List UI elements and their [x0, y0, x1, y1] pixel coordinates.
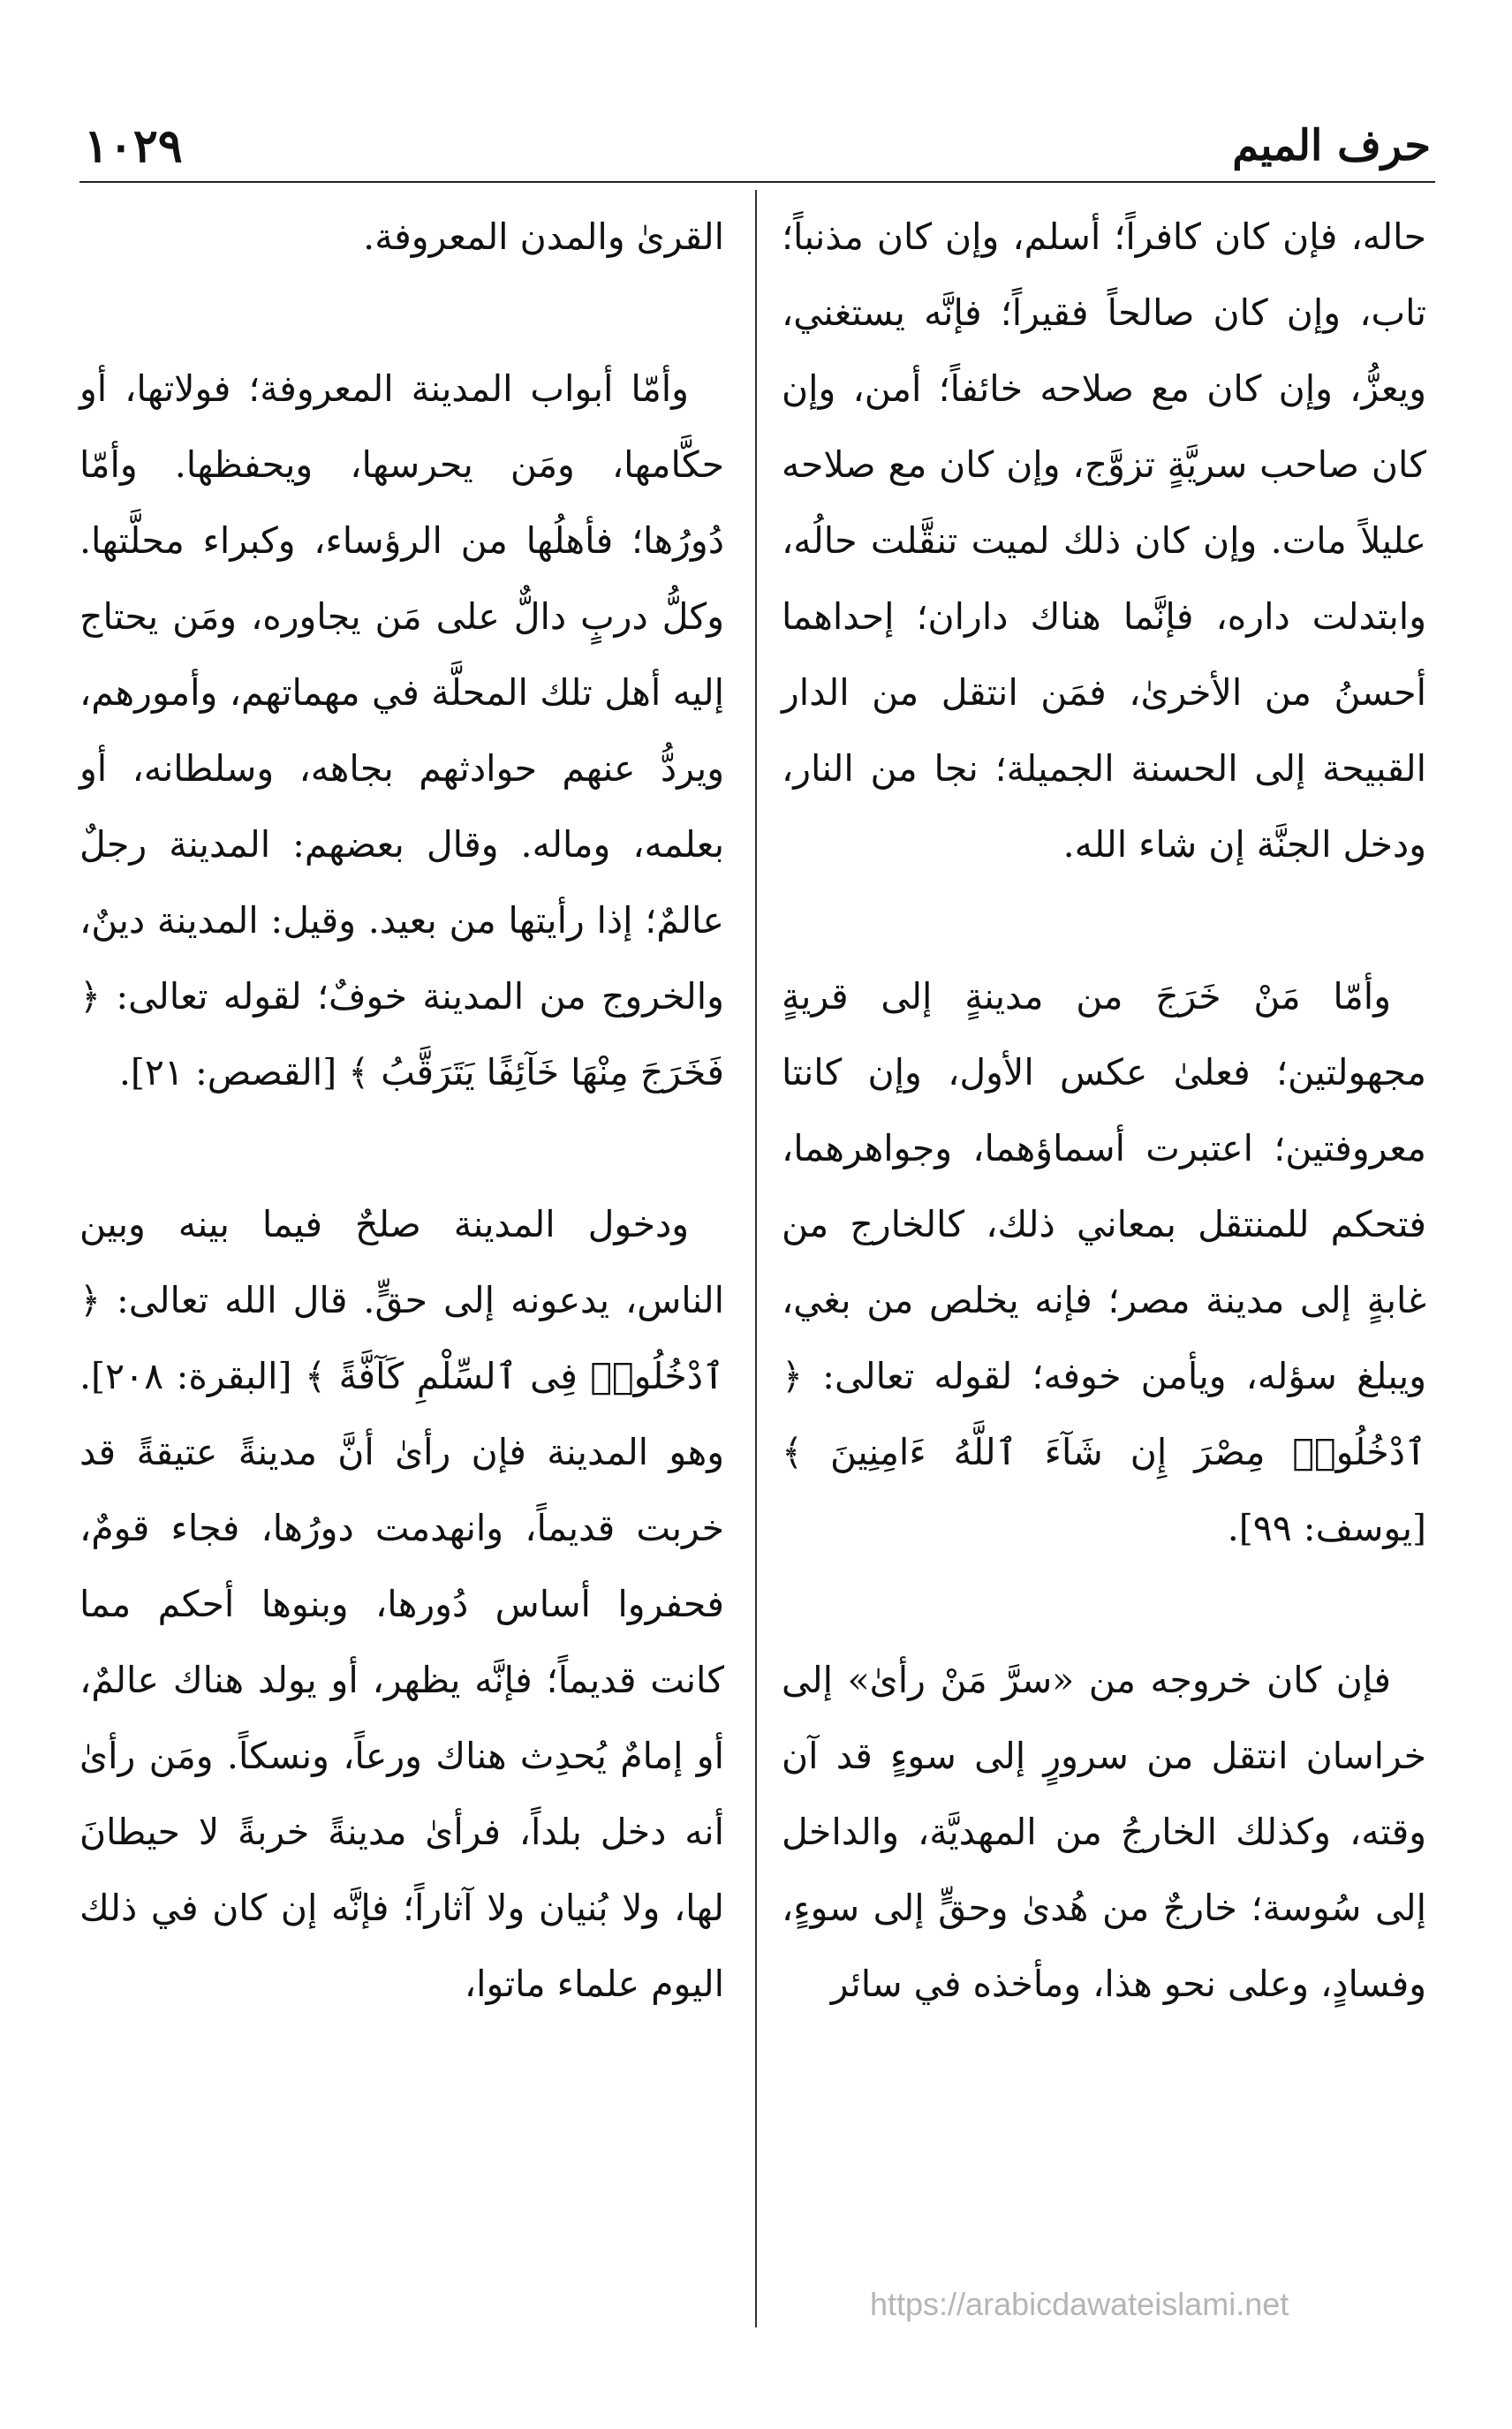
column-divider	[755, 190, 757, 2327]
paragraph: وأمّا أبواب المدينة المعروفة؛ فولاتها، أو حكَّامها، ومَن يحرسها، ويحفظها. وأمّا دُورُها؛ فأهلُها من الرؤساء، وكبراء محلَّتها. وكلُّ دربٍ دالٌّ على مَن يجاوره، ومَن يحتاج إليه أهل تلك المحلَّة في مهماتهم، وأمورهم، ويردُّ عنهم حوادثهم بجاهه، وسلطانه، أو بعلمه، وماله. وقال بعضهم: المدينة رجلٌ عالمٌ؛ إذا رأيتها من بعيد. وقيل: المدينة دينٌ، والخروج من المدينة خوفٌ؛ لقوله تعالى: ﴿ فَخَرَجَ مِنْهَا خَآئِفًا يَتَرَقَّبُ ﴾ [القصص: ٢١].	[79, 367, 724, 1093]
left-column	[79, 199, 724, 2022]
paragraph: ودخول المدينة صلحٌ فيما بينه وبين الناس، يدعونه إلى حقٍّ. قال الله تعالى: ﴿ ٱدْخُلُوا۟ فِى ٱلسِّلْمِ كَآفَّةً ﴾ [البقرة: ٢٠٨]. وهو المدينة فإن رأىٰ أنَّ مدينةً عتيقةً قد خربت قديماً، وانهدمت دورُها، فجاء قومٌ، فحفروا أساس دُورها، وبنوها أحكم مما كانت قديماً؛ فإنَّه يظهر، أو يولد هناك عالمٌ، أو إمامٌ يُحدِث هناك ورعاً، ونسكاً. ومَن رأىٰ أنه دخل بلداً، فرأىٰ مدينةً خربةً لا حيطانَ لها، ولا بُنيان ولا آثاراً؛ فإنَّه إن كان في ذلك اليوم علماء ماتوا،	[79, 1203, 724, 2005]
paragraph: فإن كان خروجه من «سرَّ مَنْ رأىٰ» إلى خراسان انتقل من سرورٍ إلى سوءٍ قد آن وقته، وكذلك الخارجُ من المهديَّة، والداخل إلى سُوسة؛ خارجٌ من هُدىٰ وحقٍّ إلى سوءٍ، وفسادٍ، وعلى نحو هذا، ومأخذه في سائر	[782, 1659, 1426, 2005]
paragraph: وأمّا مَنْ خَرَجَ من مدينةٍ إلى قريةٍ مجهولتين؛ فعلىٰ عكس الأول، وإن كانتا معروفتين؛ اعتبرت أسماؤهما، وجواهرهما، فتحكم للمنتقل بمعاني ذلك، كالخارج من غابةٍ إلى مدينة مصر؛ فإنه يخلص من بغي، ويبلغ سؤله، ويأمن خوفه؛ لقوله تعالى: ﴿ ٱدْخُلُوا۟ مِصْرَ إِن شَآءَ ٱللَّهُ ءَامِنِينَ ﴾ [يوسف: ٩٩].	[782, 975, 1426, 1549]
page-number: ١٠٢٩	[84, 118, 183, 173]
paragraph: حاله، فإن كان كافراً؛ أسلم، وإن كان مذنباً؛ تاب، وإن كان صالحاً فقيراً؛ فإنَّه يستغني، ويعزُّ، وإن كان مع صلاحه خائفاً؛ أمن، وإن كان صاحب سريَّةٍ تزوَّج، وإن كان مع صلاحه عليلاً مات. وإن كان ذلك لميت تنقَّلت حالُه، وابتدلت داره، فإنَّما هناك داران؛ إحداهما أحسنُ من الأخرىٰ، فمَن انتقل من الدار القبيحة إلى الحسنة الجميلة؛ نجا من النار، ودخل الجنَّة إن شاء الله.	[782, 216, 1426, 866]
section-title: حرف الميم	[1232, 121, 1431, 170]
watermark: https://arabicdawateislami.net	[870, 2286, 1289, 2322]
header-rule	[79, 181, 1435, 183]
page-header	[84, 106, 1431, 185]
paragraph: القرىٰ والمدن المعروفة.	[363, 216, 724, 258]
right-column	[782, 199, 1426, 2022]
